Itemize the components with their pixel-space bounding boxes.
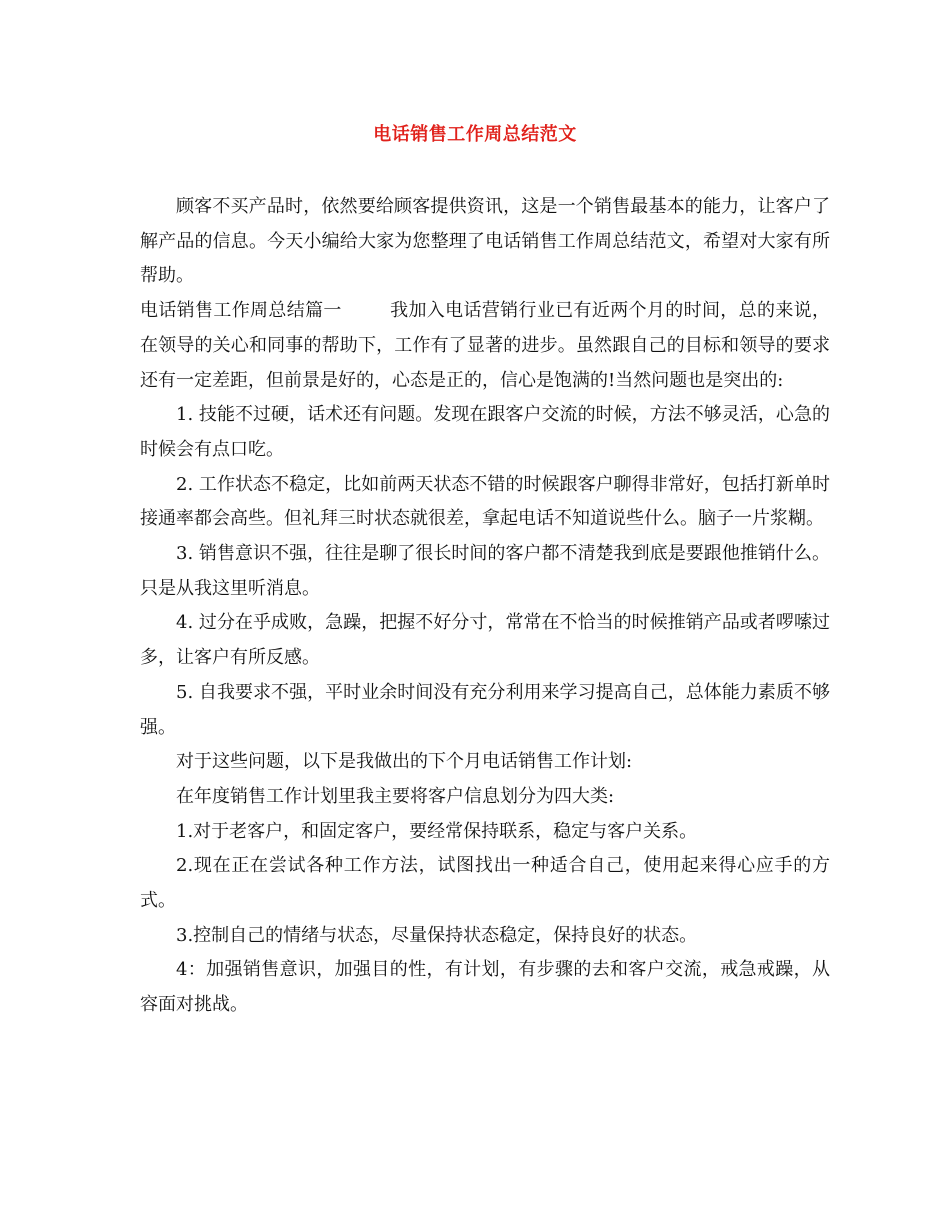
section-paragraph: [140, 294, 830, 398]
problem-item: 2. 工作状态不稳定，比如前两天状态不错的时候跟客户聊得非常好，包括打新单时接通率都会高些。但礼拜三时状态就很差，拿起电话不知道说些什么。脑子一片浆糊。: [140, 473, 830, 530]
problem-item: 5. 自我要求不强，平时业余时间没有充分利用来学习提高自己，总体能力素质不够强。: [140, 681, 830, 738]
document-title: 电话销售工作周总结范文: [373, 124, 577, 145]
section-intro: 我加入电话营销行业已有近两个月的时间，总的来说，在领导的关心和同事的帮助下，工作有了显著的进步。虽然跟自己的目标和领导的要求还有一定差距，但前景是好的，心态是正的，信心是饱满的!当然问题也是突出的:: [140, 300, 831, 391]
document-body: [140, 190, 830, 1023]
problem-item: 1. 技能不过硬，话术还有问题。发现在跟客户交流的时候，方法不够灵活，心急的时候会有点口吃。: [140, 404, 830, 460]
plan-item: 4：加强销售意识，加强目的性，有计划，有步骤的去和客户交流，戒急戒躁，从容面对挑战。: [140, 959, 830, 1016]
problem-item: 4. 过分在乎成败，急躁，把握不好分寸，常常在不恰当的时候推销产品或者啰嗦过多，让客户有所反感。: [140, 612, 830, 669]
plan-item: 3.控制自己的情绪与状态，尽量保持状态稳定，保持良好的状态。: [176, 924, 698, 946]
plan-lead: 在年度销售工作计划里我主要将客户信息划分为四大类:: [176, 785, 615, 807]
section-heading: 电话销售工作周总结篇一: [140, 300, 342, 322]
plan-item: 2.现在正在尝试各种工作方法，试图找出一种适合自己，使用起来得心应手的方式。: [140, 855, 830, 912]
intro-paragraph: 顾客不买产品时，依然要给顾客提供资讯，这是一个销售最基本的能力，让客户了解产品的信息。今天小编给大家为您整理了电话销售工作周总结范文，希望对大家有所帮助。: [140, 196, 830, 287]
plan-intro: 对于这些问题，以下是我做出的下个月电话销售工作计划:: [176, 751, 633, 773]
problem-item: 3. 销售意识不强，往往是聊了很长时间的客户都不清楚我到底是要跟他推销什么。只是从我这里听消息。: [140, 543, 830, 599]
plan-item: 1.对于老客户，和固定客户，要经常保持联系，稳定与客户关系。: [176, 820, 698, 842]
